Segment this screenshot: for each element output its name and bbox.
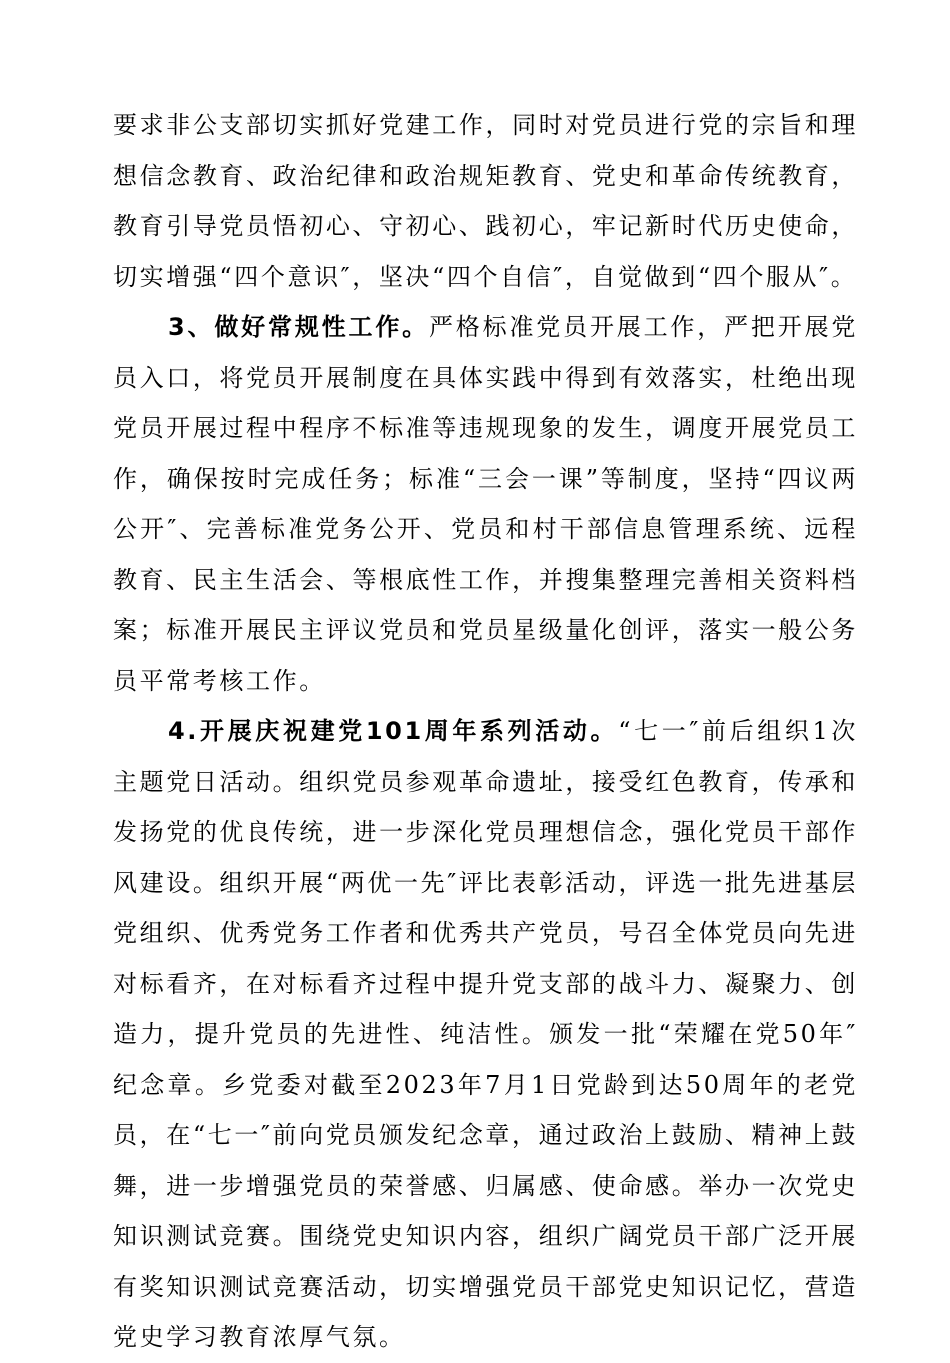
paragraph-text: “七一″前后组织1次主题党日活动。组织党员参观革命遗址，接受红色教育，传承和发扬党的优良传统，进一步深化党员理想信念，强化党员干部作风建设。组织开展“两优一先″评比表彰活动，评选一批先进基层党组织、优秀党务工作者和优秀共产党员，号召全体党员向先进对标看齐，在对标看齐过程中提升党支部的战斗力、凝聚力、创造力，提升党员的先进性、纯洁性。颁发一批“荣耀在党50年″纪念章。乡党委对截至2023年7月1日党龄到达50周年的老党员，在“七一″前向党员颁发纪念章，通过政治上鼓励、精神上鼓舞，进一步增强党员的荣誉感、归属感、使命感。举办一次党史知识测试竞赛。围绕党史知识内容，组织广阔党员干部广泛开展有奖知识测试竞赛活动，切实增强党员干部党史知识记忆，营造党史学习教育浓厚气氛。 xyxy=(113,717,858,1351)
paragraph-heading: 3、做好常规性工作。 xyxy=(168,313,429,341)
paragraph-heading: 4.开展庆祝建党101周年系列活动。 xyxy=(168,717,619,745)
paragraph-continuation xyxy=(113,100,858,302)
paragraph-text: 严格标准党员开展工作，严把开展党员入口，将党员开展制度在具体实践中得到有效落实，杜绝出现党员开展过程中程序不标准等违规现象的发生，调度开展党员工作，确保按时完成任务；标准“三会一课”等制度，坚持“四议两公开″、完善标准党务公开、党员和村干部信息管理系统、远程教育、民主生活会、等根底性工作，并搜集整理完善相关资料档案；标准开展民主评议党员和党员星级量化创评，落实一般公务员平常考核工作。 xyxy=(113,313,858,695)
paragraph-text: 要求非公支部切实抓好党建工作，同时对党员进行党的宗旨和理想信念教育、政治纪律和政治规矩教育、党史和革命传统教育，教育引导党员悟初心、守初心、践初心，牢记新时代历史使命，切实增强“四个意识″，坚决“四个自信″，自觉做到“四个服从″。 xyxy=(113,111,858,291)
paragraph-anniversary-activities xyxy=(113,706,858,1363)
document-body xyxy=(113,100,858,1363)
paragraph-routine-work xyxy=(113,302,858,706)
